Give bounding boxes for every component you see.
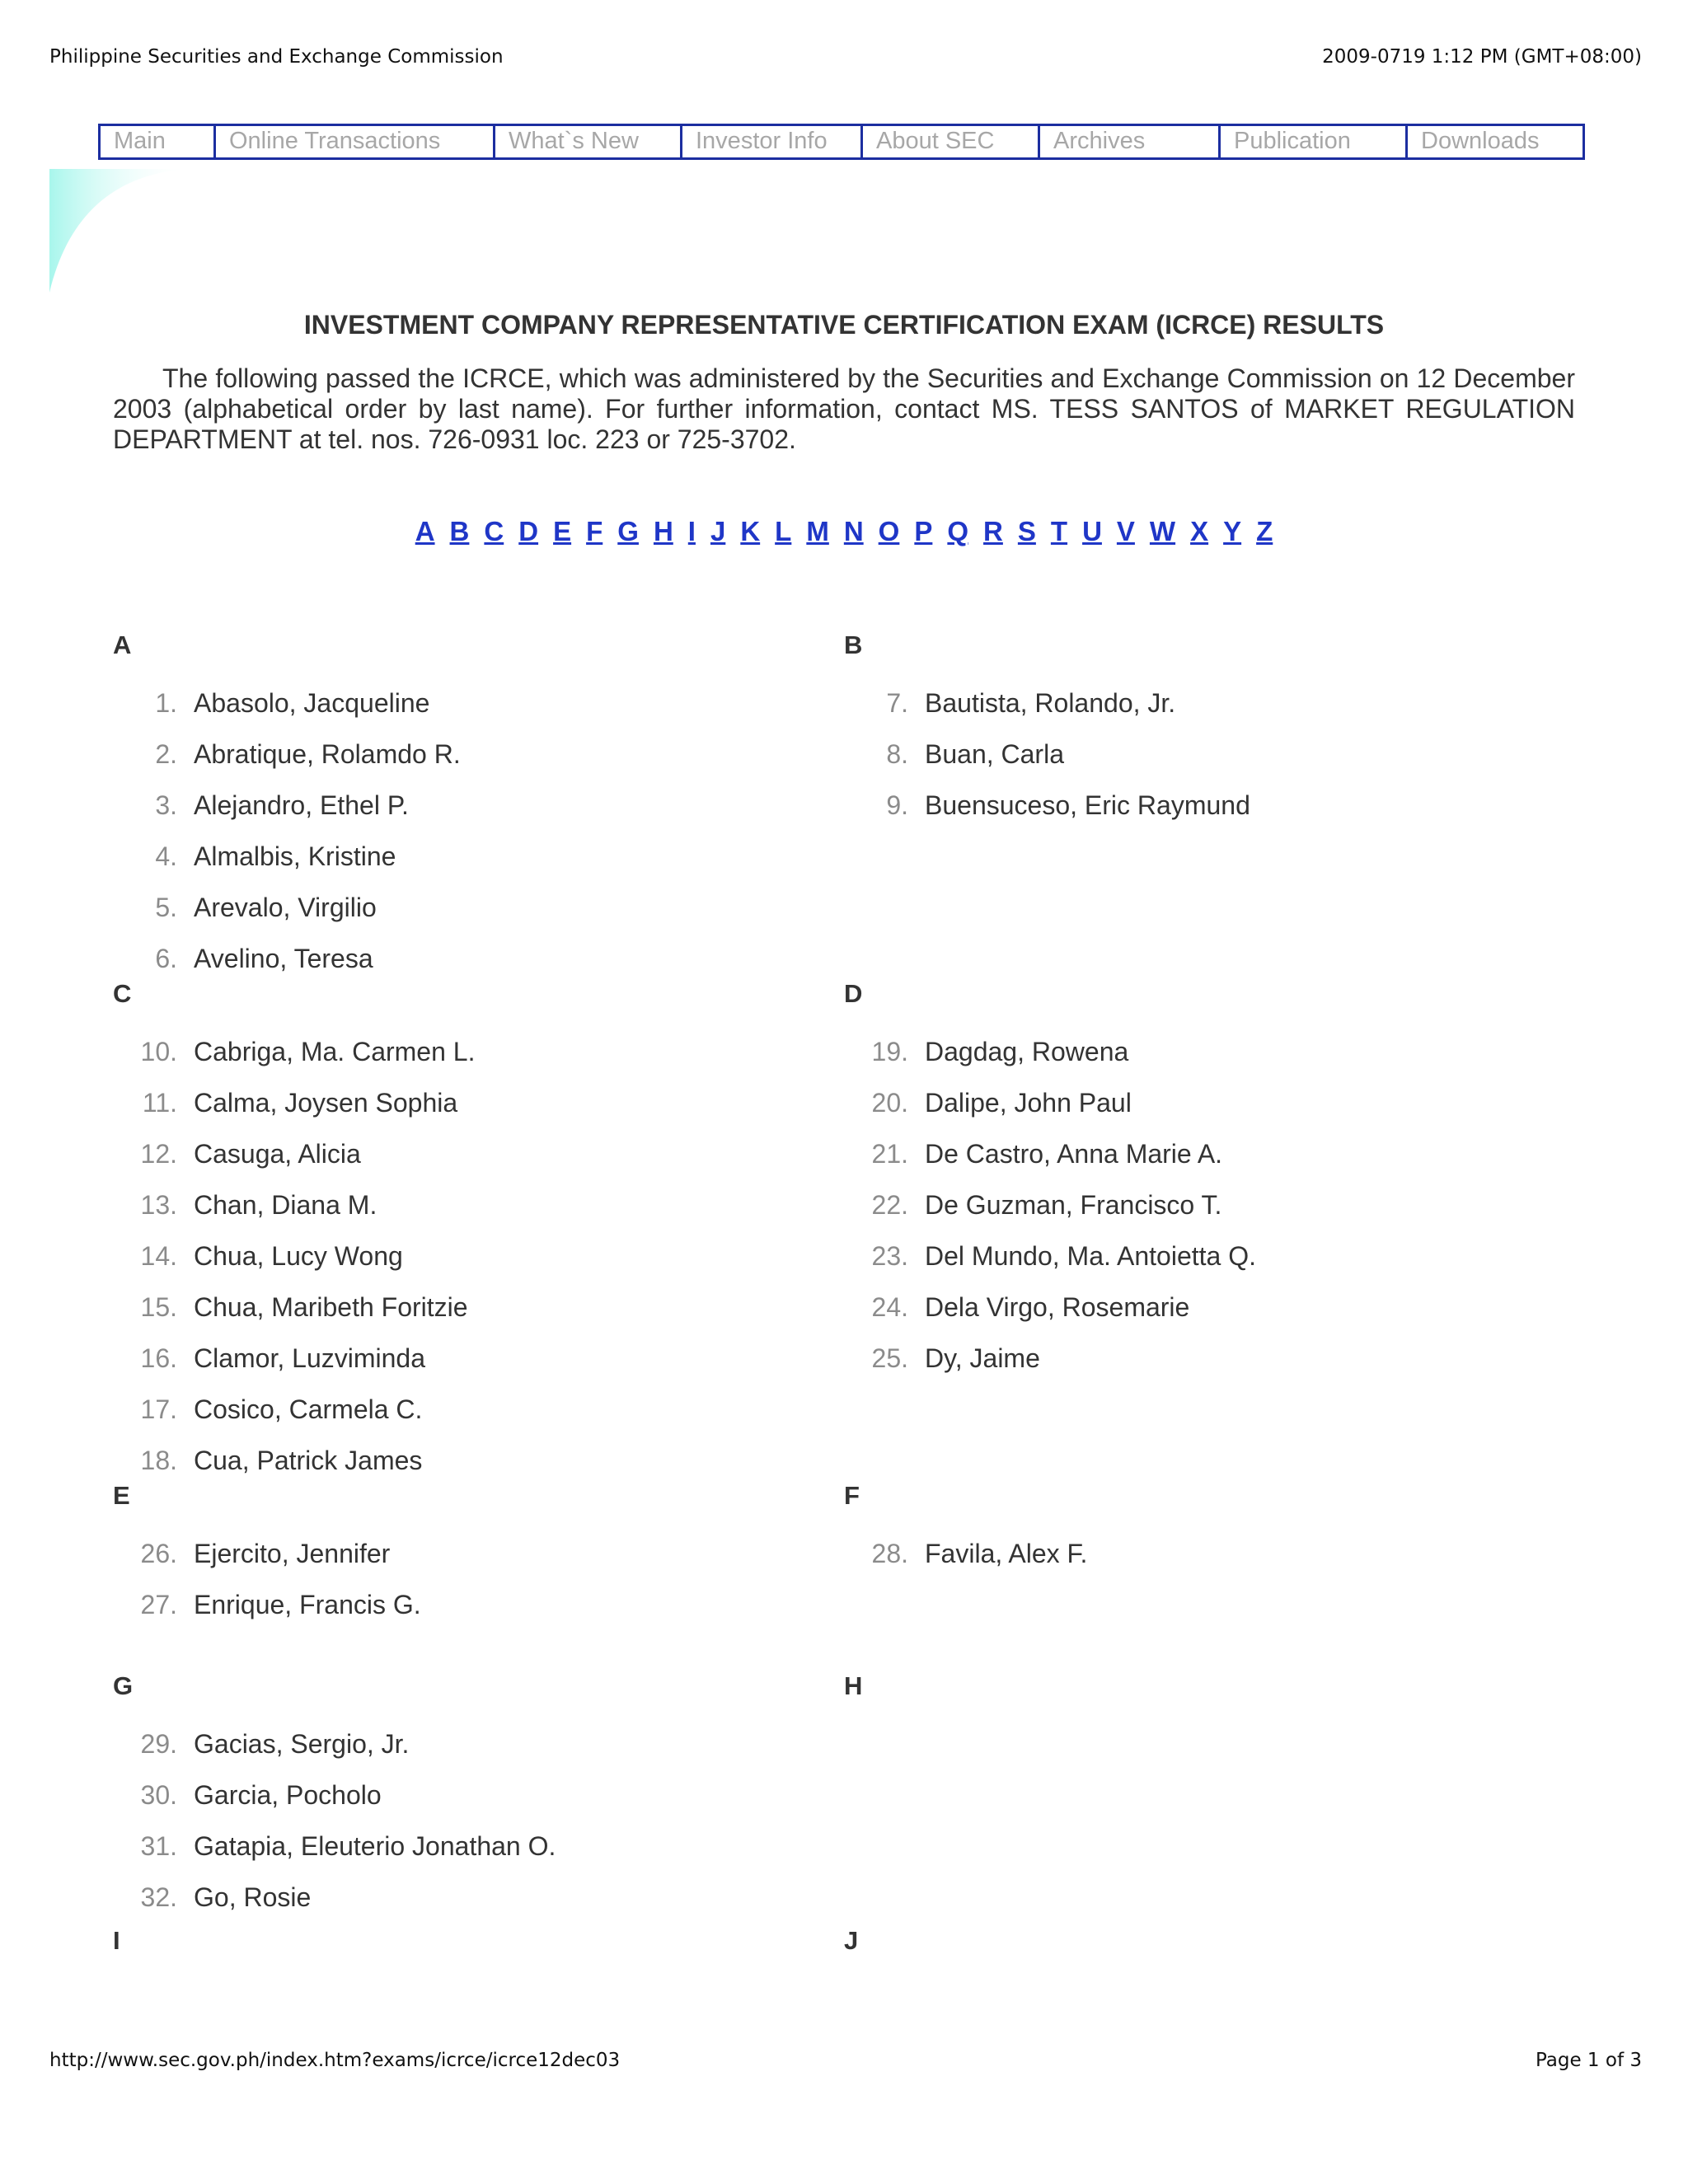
entry-name: Gatapia, Eleuterio Jonathan O.	[194, 1831, 556, 1861]
entry-name: Arevalo, Virgilio	[194, 893, 377, 922]
entry-number: 29.	[140, 1729, 177, 1759]
site-name: Philippine Securities and Exchange Commission	[49, 46, 504, 68]
entry-name: Abasolo, Jacqueline	[194, 688, 430, 718]
section-heading: H	[844, 1671, 863, 1700]
entry-name: Cabriga, Ma. Carmen L.	[194, 1037, 476, 1066]
alpha-link-r[interactable]: R	[983, 516, 1003, 546]
entry-number: 22.	[871, 1190, 908, 1220]
entry-name: Favila, Alex F.	[925, 1539, 1088, 1568]
entry-name: Buensuceso, Eric Raymund	[925, 790, 1250, 820]
entry-number: 7.	[886, 688, 908, 718]
nav-item-what-s-new[interactable]: What`s New	[493, 124, 682, 160]
alpha-link-e[interactable]: E	[553, 516, 572, 546]
entry-number: 24.	[871, 1292, 908, 1322]
section-heading: D	[844, 979, 863, 1008]
nav-item-online-transactions[interactable]: Online Transactions	[213, 124, 495, 160]
alpha-link-d[interactable]: D	[518, 516, 539, 546]
alpha-link-h[interactable]: H	[653, 516, 673, 546]
page-title: INVESTMENT COMPANY REPRESENTATIVE CERTIFICATION EXAM (ICRCE) RESULTS	[303, 310, 1385, 340]
entry-number: 13.	[140, 1190, 177, 1220]
nav-item-publication[interactable]: Publication	[1218, 124, 1408, 160]
nav-item-investor-info[interactable]: Investor Info	[680, 124, 863, 160]
entry-number: 21.	[871, 1139, 908, 1169]
entry-name: Avelino, Teresa	[194, 944, 373, 973]
alpha-link-s[interactable]: S	[1017, 516, 1036, 546]
entry-number: 17.	[140, 1394, 177, 1424]
section-heading: F	[844, 1481, 860, 1510]
nav-item-archives[interactable]: Archives	[1038, 124, 1221, 160]
alpha-link-c[interactable]: C	[484, 516, 504, 546]
alpha-link-l[interactable]: L	[775, 516, 792, 546]
entry-number: 20.	[871, 1088, 908, 1118]
entry-name: Dalipe, John Paul	[925, 1088, 1132, 1118]
entry-number: 14.	[140, 1241, 177, 1271]
entry-name: Go, Rosie	[194, 1882, 312, 1912]
entry-number: 10.	[140, 1037, 177, 1066]
entry-name: Garcia, Pocholo	[194, 1780, 382, 1810]
entry-name: Casuga, Alicia	[194, 1139, 361, 1169]
entry-number: 2.	[155, 739, 177, 769]
alpha-link-f[interactable]: F	[586, 516, 603, 546]
entry-name: Bautista, Rolando, Jr.	[925, 688, 1176, 718]
entry-number: 15.	[140, 1292, 177, 1322]
print-timestamp: 2009-0719 1:12 PM (GMT+08:00)	[1322, 46, 1642, 68]
entry-number: 3.	[155, 790, 177, 820]
entry-number: 9.	[886, 790, 908, 820]
entry-name: Gacias, Sergio, Jr.	[194, 1729, 410, 1759]
section-heading: G	[113, 1671, 134, 1700]
alpha-link-u[interactable]: U	[1082, 516, 1102, 546]
entry-number: 28.	[871, 1539, 908, 1568]
page-url: http://www.sec.gov.ph/index.htm?exams/icrce/icrce12dec03	[49, 2050, 621, 2071]
entry-name: Abratique, Rolamdo R.	[194, 739, 461, 769]
alpha-link-i[interactable]: I	[687, 516, 696, 546]
nav-item-about-sec[interactable]: About SEC	[860, 124, 1040, 160]
entry-name: Cosico, Carmela C.	[194, 1394, 423, 1424]
entry-name: Chua, Maribeth Foritzie	[194, 1292, 468, 1322]
entry-number: 19.	[871, 1037, 908, 1066]
alpha-link-b[interactable]: B	[449, 516, 470, 546]
entry-name: Clamor, Luzviminda	[194, 1343, 425, 1373]
intro-paragraph: The following passed the ICRCE, which was administered by the Securities and Exchange Commission on 12 December 2003 (alphabetical order by last name). For further information, contact MS. TESS SANTOS of MARKET REGULATION DEPARTMENT at tel. nos. 726-0931 loc. 223 or 725-3702.	[113, 363, 1575, 454]
entry-number: 23.	[871, 1241, 908, 1271]
nav-item-main[interactable]: Main	[98, 124, 216, 160]
entry-name: Alejandro, Ethel P.	[194, 790, 409, 820]
entry-number: 6.	[155, 944, 177, 973]
alpha-link-q[interactable]: Q	[947, 516, 969, 546]
entry-number: 8.	[886, 739, 908, 769]
entry-number: 11.	[142, 1088, 177, 1118]
entry-number: 26.	[140, 1539, 177, 1568]
alpha-link-z[interactable]: Z	[1256, 516, 1273, 546]
entry-name: Almalbis, Kristine	[194, 841, 396, 871]
entry-number: 27.	[140, 1590, 177, 1619]
entry-number: 12.	[140, 1139, 177, 1169]
alpha-link-k[interactable]: K	[740, 516, 761, 546]
alpha-link-g[interactable]: G	[617, 516, 639, 546]
entry-name: Cua, Patrick James	[194, 1446, 423, 1475]
section-heading: A	[113, 630, 132, 659]
section-heading: E	[113, 1481, 130, 1510]
section-heading: C	[113, 979, 132, 1008]
alpha-link-w[interactable]: W	[1149, 516, 1176, 546]
entry-number: 30.	[140, 1780, 177, 1810]
entry-number: 16.	[140, 1343, 177, 1373]
entry-number: 31.	[140, 1831, 177, 1861]
alpha-link-n[interactable]: N	[843, 516, 864, 546]
section-heading: J	[844, 1926, 859, 1955]
top-nav	[98, 124, 1582, 160]
alpha-link-a[interactable]: A	[415, 516, 435, 546]
entry-name: Calma, Joysen Sophia	[194, 1088, 458, 1118]
alpha-link-y[interactable]: Y	[1223, 516, 1242, 546]
entry-number: 32.	[140, 1882, 177, 1912]
entry-name: Del Mundo, Ma. Antoietta Q.	[925, 1241, 1256, 1271]
alpha-link-j[interactable]: J	[710, 516, 726, 546]
alphabet-index	[0, 516, 1688, 547]
alpha-link-t[interactable]: T	[1050, 516, 1068, 546]
alpha-link-p[interactable]: P	[914, 516, 933, 546]
entry-number: 25.	[871, 1343, 908, 1373]
entry-number: 5.	[155, 893, 177, 922]
entry-name: Dy, Jaime	[925, 1343, 1040, 1373]
alpha-link-o[interactable]: O	[878, 516, 900, 546]
nav-item-downloads[interactable]: Downloads	[1405, 124, 1585, 160]
entry-name: Chua, Lucy Wong	[194, 1241, 403, 1271]
section-heading: B	[844, 630, 863, 659]
alpha-link-v[interactable]: V	[1116, 516, 1135, 546]
entry-name: De Castro, Anna Marie A.	[925, 1139, 1223, 1169]
entry-name: De Guzman, Francisco T.	[925, 1190, 1222, 1220]
entry-name: Enrique, Francis G.	[194, 1590, 421, 1619]
entry-name: Buan, Carla	[925, 739, 1064, 769]
entry-number: 4.	[155, 841, 177, 871]
section-heading: I	[113, 1926, 120, 1955]
alpha-link-x[interactable]: X	[1190, 516, 1209, 546]
page-number: Page 1 of 3	[1535, 2050, 1642, 2071]
swoosh-decoration	[49, 169, 190, 293]
entry-name: Ejercito, Jennifer	[194, 1539, 391, 1568]
entry-number: 1.	[155, 688, 177, 718]
alpha-link-m[interactable]: M	[806, 516, 829, 546]
entry-number: 18.	[140, 1446, 177, 1475]
entry-name: Dagdag, Rowena	[925, 1037, 1129, 1066]
entry-name: Dela Virgo, Rosemarie	[925, 1292, 1190, 1322]
entry-name: Chan, Diana M.	[194, 1190, 377, 1220]
